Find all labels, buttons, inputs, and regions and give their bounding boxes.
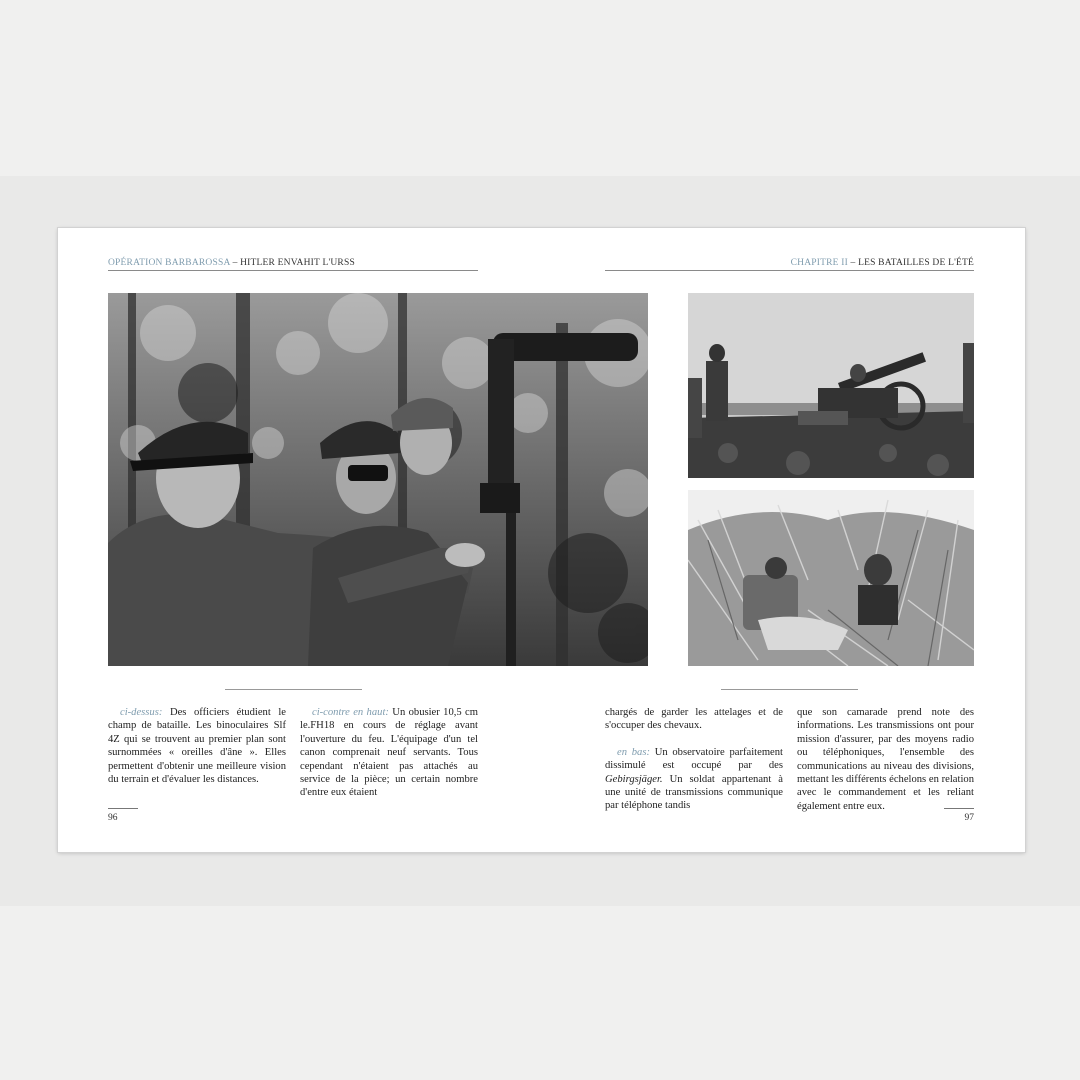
right-running-head	[791, 258, 974, 268]
left-caption-rule	[225, 689, 362, 690]
caption-text: Des officiers étudient le champ de bataille. Les binoculaires Slf 4Z qui se trouvent au premier plan sont surnommées « oreilles d'âne ». Elles permettent d'obtenir une meilleure vision du terrain et d'évaluer les distances.	[108, 707, 286, 786]
right-footer-rule	[944, 808, 974, 809]
left-header-rule	[108, 270, 478, 271]
right-header-rule	[605, 270, 974, 271]
book-subtitle: HITLER ENVAHIT L'URSS	[240, 258, 355, 268]
caption-term: Gebirgsjäger.	[605, 773, 663, 785]
caption-howitzer	[300, 706, 478, 800]
observation-post-photo	[688, 490, 974, 666]
caption-text: chargés de garder les attelages et de s'occuper des chevaux.	[605, 707, 783, 732]
caption-label: ci-dessus:	[120, 707, 163, 718]
right-caption-rule	[721, 689, 858, 690]
page-number-right: 97	[964, 813, 974, 823]
chapter-title: LES BATAILLES DE L'ÉTÉ	[858, 258, 974, 268]
left-footer-rule	[108, 808, 138, 809]
caption-label: ci-contre en haut:	[312, 707, 389, 718]
caption-text: Un observatoire parfaitement dissimulé est occupé par des	[605, 746, 783, 772]
officers-photo	[108, 293, 648, 666]
howitzer-photo	[688, 293, 974, 478]
chapter-number: CHAPITRE II	[790, 258, 848, 268]
book-title: OPÉRATION BARBAROSSA	[108, 258, 230, 268]
caption-text: Un obusier 10,5 cm le.FH18 en cours de réglage avant l'ouverture du feu. L'équipage d'un tel canon comprenait neuf servants. Tous cependant n'étaient pas attachés au service de la pièce; un certain nombre d'entre eux étaient	[300, 707, 478, 799]
caption-label: en bas:	[617, 746, 650, 758]
caption-text-continued: que son camarade prend note des informations. Les transmissions ont pour mission d'assurer, par des moyens radio ou téléphoniques, l'ensemble des communications au niveau des divisions, mettant les différents échelons en relation avec le commandement et les reliant également entre eux.	[797, 707, 974, 812]
caption-officers	[108, 706, 286, 786]
page-number-left: 96	[108, 813, 118, 823]
caption-observation-post	[797, 706, 974, 813]
caption-howitzer-continued	[605, 706, 783, 813]
caption-text: Un soldat appartenant à une unité de transmissions communique par téléphone tandis	[605, 773, 783, 812]
left-running-head	[108, 258, 355, 268]
running-head-separator: –	[847, 258, 859, 268]
running-head-separator: –	[230, 258, 241, 268]
book-spread	[58, 228, 1025, 852]
